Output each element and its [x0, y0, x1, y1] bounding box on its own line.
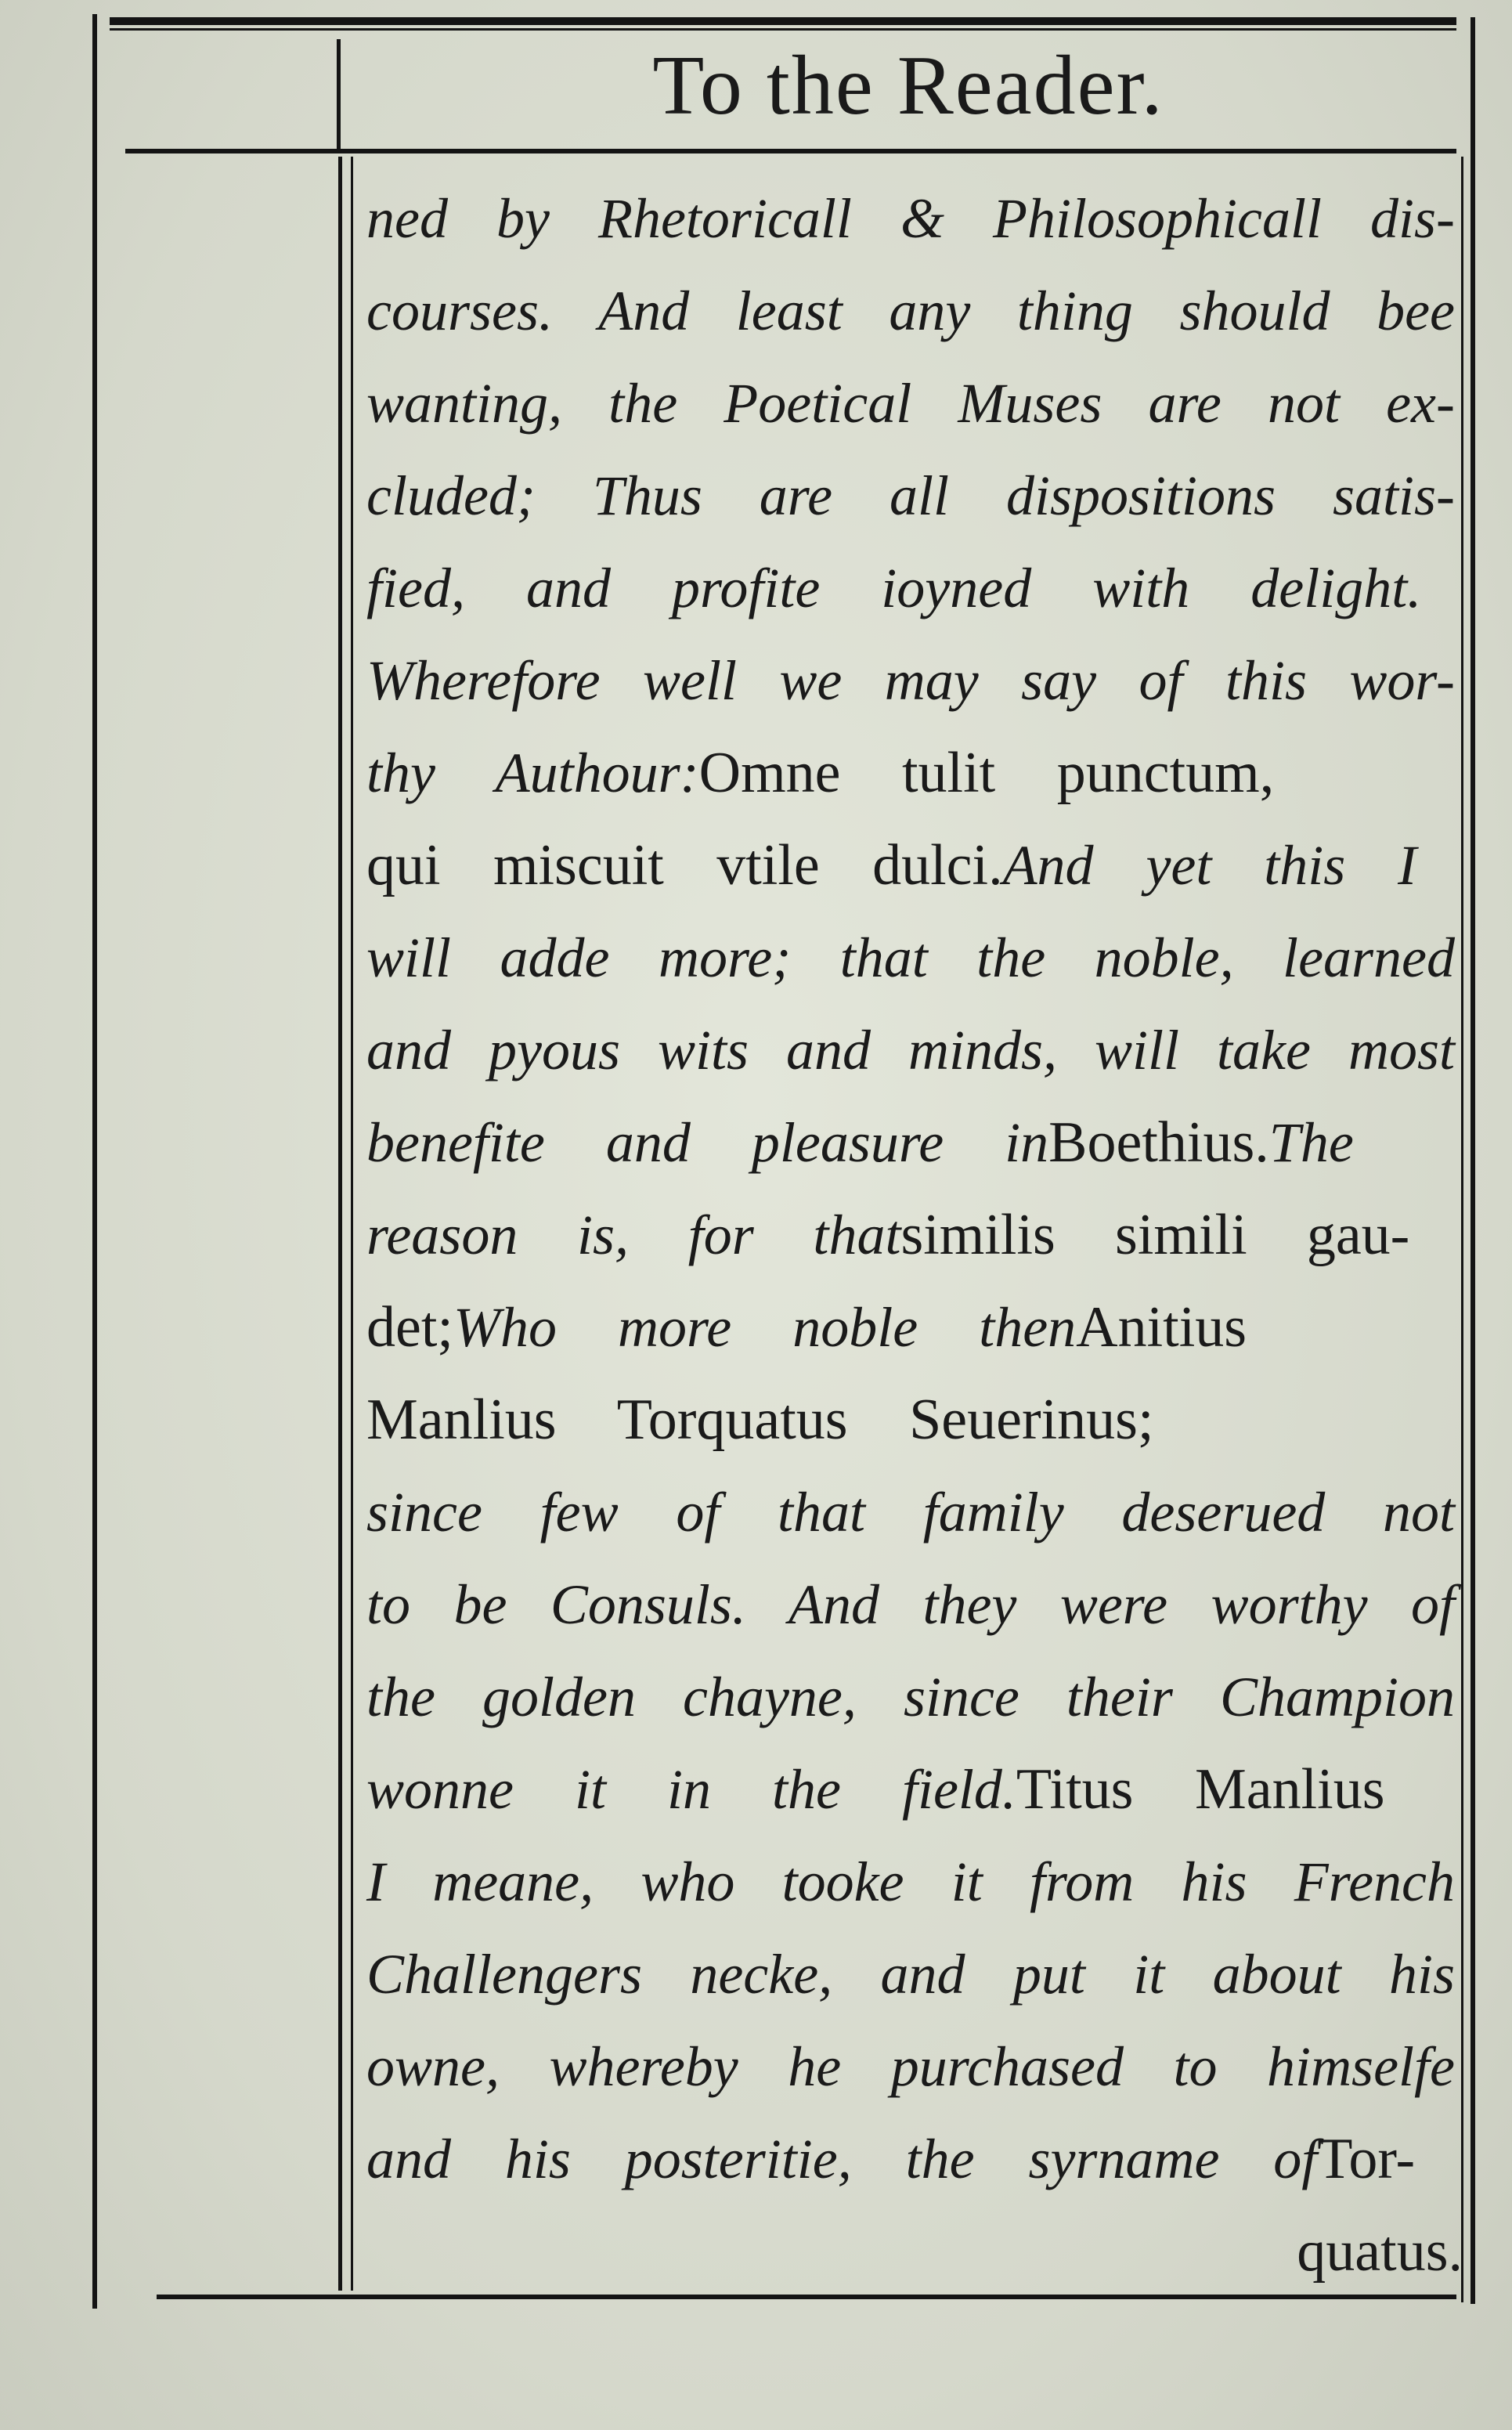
text-line [366, 819, 1463, 912]
text-segment: ned by Rhetoricall & Philosophicall dis- [366, 187, 1455, 250]
text-line [366, 450, 1463, 542]
text-line [366, 1466, 1463, 1558]
text-segment: Wherefore well we may say of this wor- [366, 649, 1455, 712]
text-line [366, 1189, 1463, 1281]
text-segment: and pyous wits and minds, will take most [366, 1019, 1455, 1081]
text-line [366, 1558, 1463, 1651]
text-segment: thy Authour: [366, 742, 699, 804]
text-segment: wonne it in the field. [366, 1758, 1016, 1821]
column-rule-a [338, 157, 342, 2291]
text-line [366, 1281, 1463, 1374]
running-head: To the Reader. [652, 39, 1164, 132]
outer-right-rule [1471, 17, 1475, 2304]
text-segment: courses. And least any thing should bee [366, 280, 1455, 342]
text-segment: Manlius Torquatus Seuerinus; [366, 1388, 1154, 1452]
text-segment: and his posteritie, the syrname of [366, 2128, 1318, 2190]
text-line [366, 542, 1463, 634]
column-rule-b [351, 157, 353, 2291]
header-tick [337, 39, 341, 149]
text-line [366, 1743, 1463, 1836]
top-rule [110, 17, 1456, 25]
text-segment: fied, and profite ioyned with delight. [366, 557, 1422, 619]
text-segment: The [1268, 1111, 1354, 1174]
text-line [366, 1836, 1463, 1928]
text-line [366, 1928, 1463, 2020]
text-segment: benefite and pleasure in [366, 1111, 1049, 1174]
text-segment: Titus Manlius [1016, 1757, 1385, 1822]
text-line [366, 1651, 1463, 1743]
header-divider [125, 149, 1456, 153]
text-segment: Tor- [1317, 2127, 1416, 2191]
catchword: quatus. [1297, 2219, 1463, 2284]
text-segment: det; [366, 1295, 453, 1359]
text-segment: similis simili gau- [900, 1203, 1410, 1267]
text-segment: I meane, who tooke it from his French [366, 1850, 1455, 1913]
text-segment: cluded; Thus are all dispositions satis- [366, 464, 1455, 527]
text-line [366, 2113, 1463, 2205]
text-line [366, 357, 1463, 450]
text-segment: Boethius. [1048, 1110, 1269, 1175]
text-line [366, 912, 1463, 1004]
text-segment: since few of that family deserued not [366, 1481, 1455, 1544]
text-segment: qui miscuit vtile dulci. [366, 833, 1003, 897]
text-segment: Omne tulit punctum, [698, 741, 1275, 805]
text-segment: to be Consuls. And they were worthy of [366, 1573, 1455, 1636]
text-segment: reason is, for that [366, 1204, 901, 1266]
text-segment: Who more noble then [453, 1296, 1077, 1359]
body-text [366, 172, 1463, 2205]
outer-left-rule [92, 14, 97, 2309]
text-segment: Anitius [1076, 1295, 1247, 1359]
text-line [366, 1374, 1463, 1466]
text-line [366, 172, 1463, 265]
text-line [366, 1096, 1463, 1189]
top-rule-thin [110, 28, 1456, 31]
text-line [366, 2020, 1463, 2113]
text-segment: Challengers necke, and put it about his [366, 1943, 1455, 2006]
text-segment: the golden chayne, since their Champion [366, 1666, 1455, 1728]
text-line [366, 634, 1463, 727]
text-segment: And yet this I [1002, 834, 1417, 897]
text-segment: owne, whereby he purchased to himselfe [366, 2035, 1455, 2098]
catchword-line [366, 2205, 1486, 2298]
text-segment: wanting, the Poetical Muses are not ex- [366, 372, 1455, 435]
text-line [366, 265, 1463, 357]
text-line [366, 727, 1463, 819]
text-segment: will adde more; that the noble, learned [366, 926, 1455, 989]
text-line [366, 1004, 1463, 1096]
